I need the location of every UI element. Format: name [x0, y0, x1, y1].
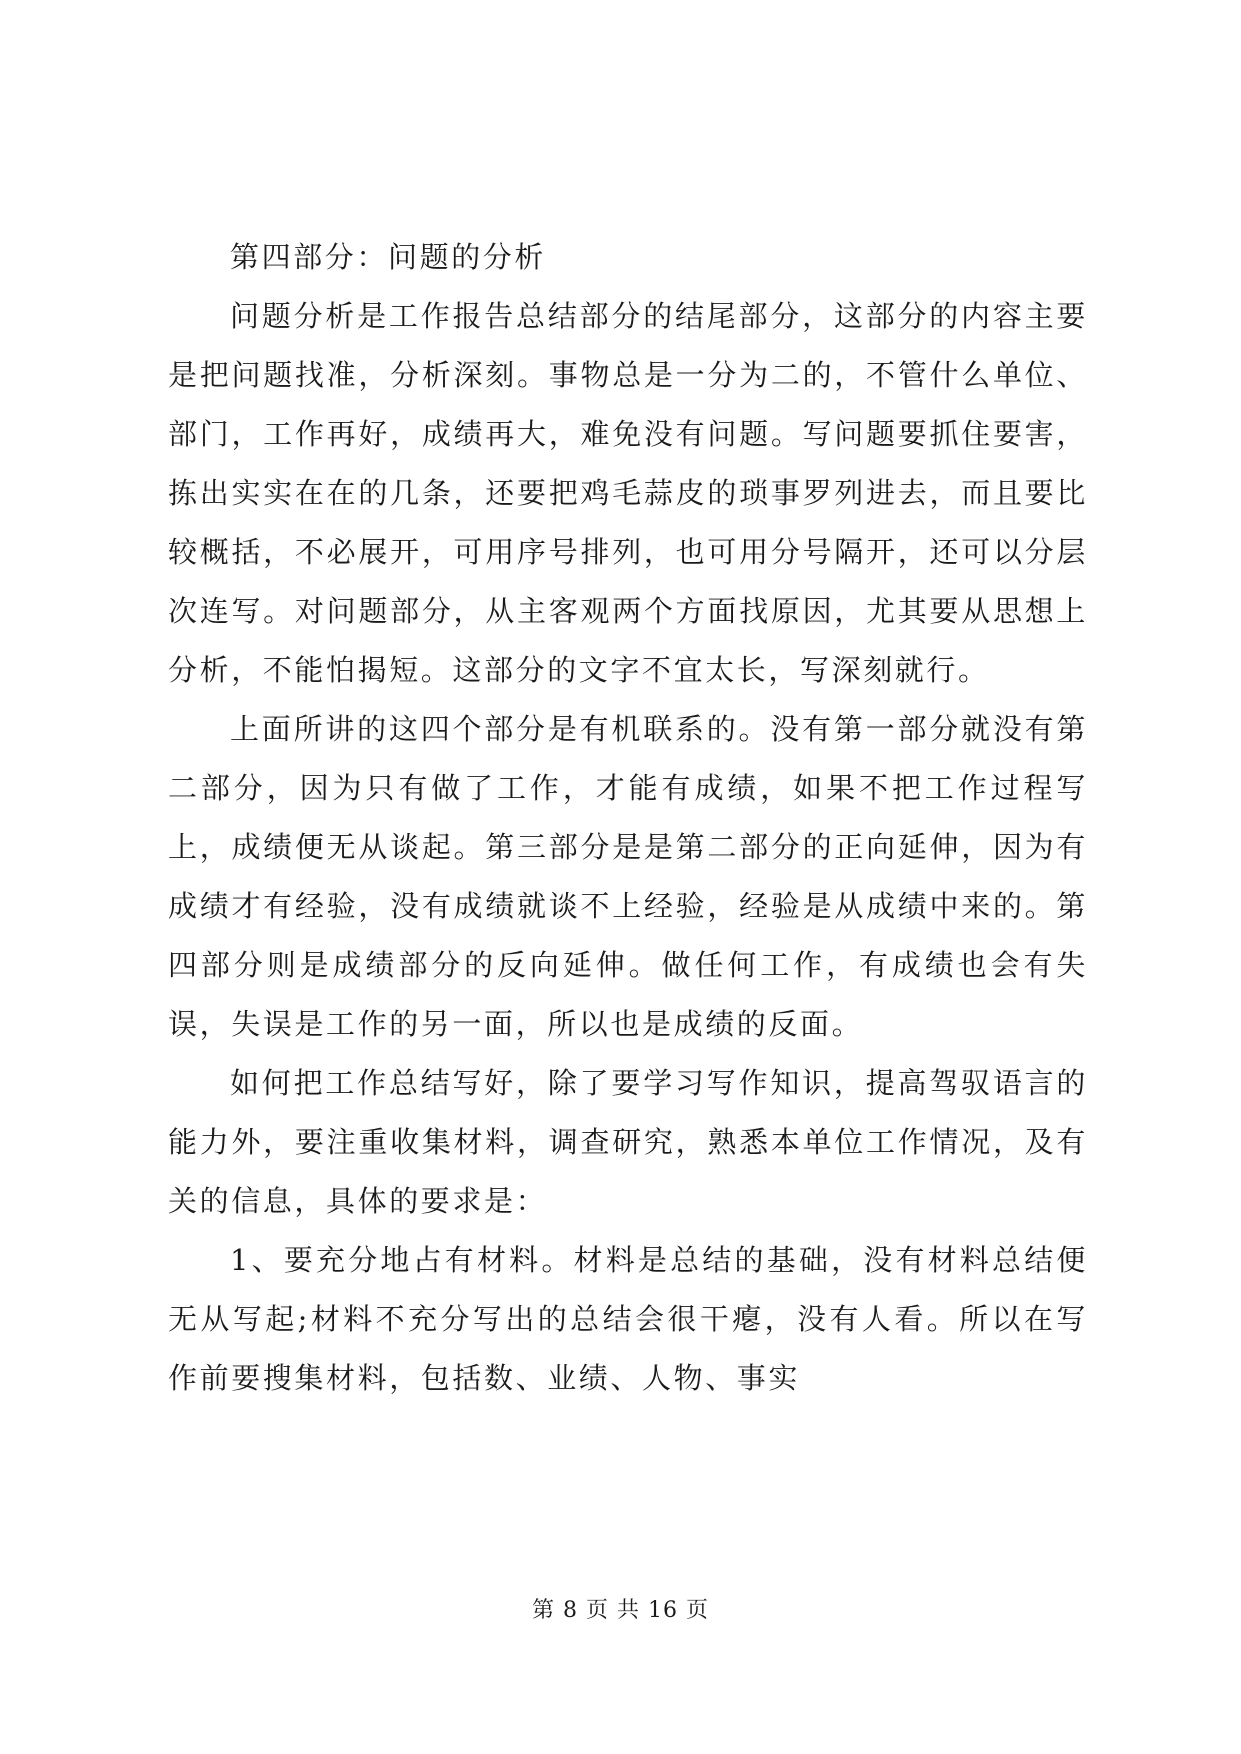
- document-body: [168, 228, 1088, 1408]
- paragraph-requirement-1: 1、要充分地占有材料。材料是总结的基础，没有材料总结便无从写起;材料不充分写出的总结会很干瘪，没有人看。所以在写作前要搜集材料，包括数、业绩、人物、事实: [168, 1243, 1088, 1395]
- section-heading: 第四部分：问题的分析: [230, 240, 547, 274]
- paragraph-how-to-write: 如何把工作总结写好，除了要学习写作知识，提高驾驭语言的能力外，要注重收集材料，调查研究，熟悉本单位工作情况，及有关的信息，具体的要求是：: [168, 1066, 1088, 1218]
- page-footer: 第 8 页 共 16 页: [532, 1598, 709, 1623]
- paragraph-four-parts-connection: 上面所讲的这四个部分是有机联系的。没有第一部分就没有第二部分，因为只有做了工作，才能有成绩，如果不把工作过程写上，成绩便无从谈起。第三部分是是第二部分的正向延伸，因为有成绩才有经验，没有成绩就谈不上经验，经验是从成绩中来的。第四部分则是成绩部分的反向延伸。做任何工作，有成绩也会有失误，失误是工作的另一面，所以也是成绩的反面。: [168, 712, 1088, 1041]
- paragraph-problem-analysis: 问题分析是工作报告总结部分的结尾部分，这部分的内容主要是把问题找准，分析深刻。事物总是一分为二的，不管什么单位、部门，工作再好，成绩再大，难免没有问题。写问题要抓住要害，拣出实实在在的几条，还要把鸡毛蒜皮的琐事罗列进去，而且要比较概括，不必展开，可用序号排列，也可用分号隔开，还可以分层次连写。对问题部分，从主客观两个方面找原因，尤其要从思想上分析，不能怕揭短。这部分的文字不宜太长，写深刻就行。: [168, 299, 1088, 687]
